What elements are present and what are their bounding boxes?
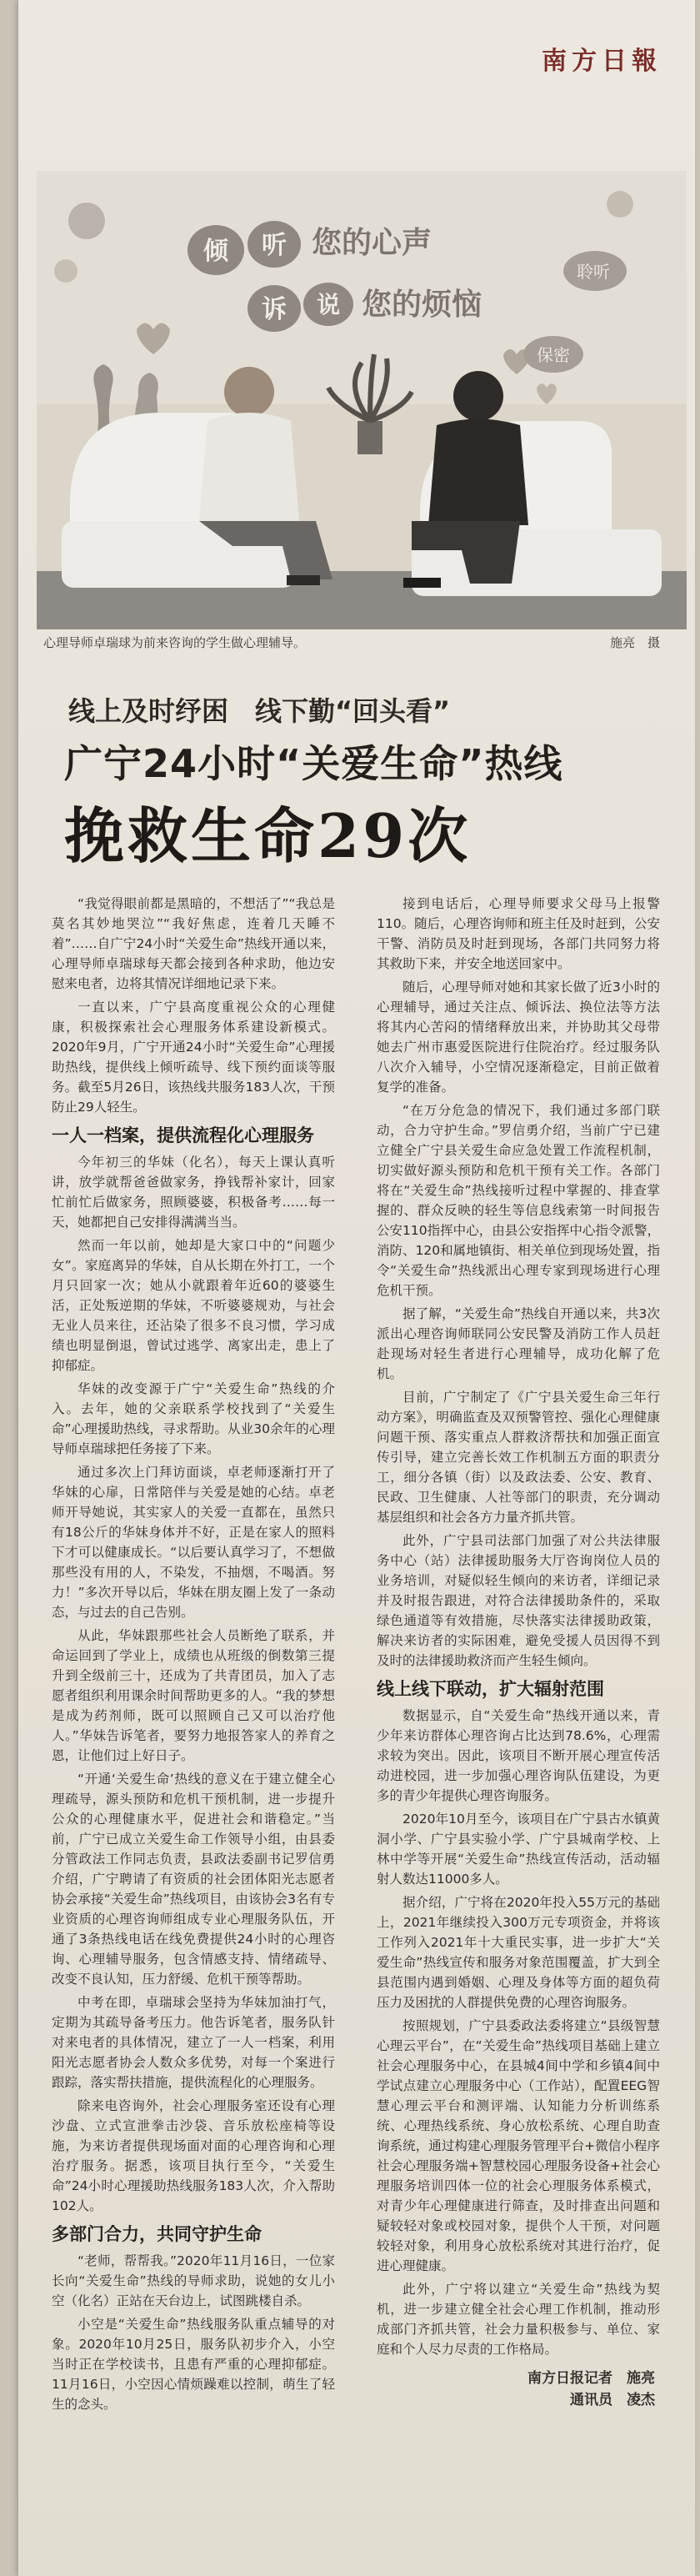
- section-heading: 一人一档案，提供流程化心理服务: [52, 1125, 314, 1145]
- news-photo: [37, 171, 687, 629]
- person-shirt: [199, 413, 299, 521]
- masthead: 南方日報: [542, 47, 662, 76]
- paragraph: 数据显示，自“关爱生命”热线开通以来，青少年来访群体心理咨询占比达到78.6%，心理需求较为突出。因此，该项目不断开展心理宣传活动进校园，进一步加强心理咨询队伍建设，为更多的青少年提供心理咨询服务。: [377, 1708, 660, 1803]
- wall-text: 您的心声: [312, 226, 432, 260]
- paragraph: “老师，帮帮我。”2020年11月16日，一位家长向“关爱生命”热线的导师求助，说她的女儿小空（化名）正站在天台边上，试图跳楼自杀。: [52, 2253, 335, 2308]
- byline-reporter: 南方日报记者 施亮: [528, 2370, 655, 2387]
- paragraph: “我觉得眼前都是黑暗的，不想活了”“我总是莫名其妙地哭泣”“我好焦虑，连着几天睡不着”……自广宁24小时“关爱生命”热线开通以来，心理导师卓瑞球每天都会接到各种求助，他边安慰来电者，边将其情况详细地记录下来。: [52, 896, 335, 991]
- paragraph: 接到电话后，心理导师要求父母马上报警110。随后，心理咨询师和班主任及时赶到，公安干警、消防员及时赶到现场，各部门共同努力将其救助下来，并安全地送回家中。: [377, 896, 660, 971]
- section-heading: 多部门合力，共同守护生命: [52, 2224, 262, 2244]
- balloon-icon: [54, 259, 78, 283]
- wall-badge-text: 保密: [537, 345, 570, 365]
- balloon-icon: [68, 203, 105, 239]
- byline-correspondent: 通讯员 凌杰: [570, 2392, 655, 2408]
- paragraph: 按照规划，广宁县委政法委将建立“县级智慧心理云平台”，在“关爱生命”热线项目基础上建立社会心理服务中心，在县城4间中学和乡镇4间中学试点建立心理服务中心（工作站），配置EEG智慧心理云平台和测评端、认知能力分析训练系统、心理热线系统、身心放松系统、心理自助查询系统，通过构建心理服务管理平台+微信小程序社会心理服务端+智慧校园心理服务设备+社会心理服务培训四体一位的社会心理服务体系模式，对青少年心理健康进行筛查，及时排查出问题和疑较轻对象或校园对象，提供个人干预，对问题较轻对象，利用身心放松系统对其进行治疗，促进心理健康。: [377, 2018, 660, 2273]
- headline-main-line-2: 挽救生命29次: [64, 800, 472, 871]
- caption-text: 心理导师卓瑞球为前来咨询的学生做心理辅导。: [43, 635, 307, 650]
- paragraph: 中考在即，卓瑞球会坚持为华妹加油打气，定期为其疏导备考压力。他告诉笔者，服务队针对来电者的具体情况，建立了一人一档案，利用阳光志愿者协会人数众多优势，对每一个案进行跟踪，落实帮扶措施，提供流程化的心理服务。: [52, 1995, 335, 2090]
- paragraph: 据了解，“关爱生命”热线自开通以来，共3次派出心理咨询师联同公安民警及消防工作人员赶赴现场对轻生者进行心理辅导，成功化解了危机。: [377, 1306, 660, 1381]
- wall-text: 倾: [203, 237, 228, 266]
- paragraph: 华妹的改变源于广宁“关爱生命”热线的介入。去年，她的父亲联系学校找到了“关爱生命”心理援助热线，寻求帮助。从业30余年的心理导师卓瑞球把任务接了下来。: [52, 1381, 335, 1456]
- wall-text: 听: [262, 231, 287, 260]
- paragraph: 除来电咨询外，社会心理服务室还设有心理沙盘、立式宣泄拳击沙袋、音乐放松座椅等设施，为来访者提供现场面对面的心理咨询和心理治疗服务。据悉，该项目执行至今，“关爱生命”24小时心理援助热线服务183人次，介入帮助102人。: [52, 2098, 335, 2213]
- paragraph: 2020年10月至今，该项目在广宁县古水镇黄洞小学、广宁县实验小学、广宁县城南学校、上林中学等开展“关爱生命”热线宣传活动，活动辐射人数达11000多人。: [377, 1812, 660, 1887]
- byline: [377, 2368, 660, 2411]
- paragraph: “在万分危急的情况下，我们通过多部门联动，合力守护生命。”罗信勇介绍，当前广宁已建立健全广宁县关爱生命应急处置工作流程机制，切实做好源头预防和危机干预有关工作。各部门将在“关爱生命”热线接听过程中掌握的、排查掌握的、群众反映的轻生等信息线索第一时间报告公安110指挥中心，由县公安指挥中心指令派警，消防、120和属地镇街、相关单位到现场处置，指令“关爱生命”热线派出心理专家到现场进行心理危机干预。: [377, 1103, 660, 1298]
- photo-caption: [43, 634, 677, 651]
- wall-text: 说: [317, 291, 341, 318]
- paragraph: “开通‘关爱生命’热线的意义在于建立健全心理疏导，源头预防和危机干预机制，进一步提升公众的心理健康水平，促进社会和谐稳定。”当前，广宁已成立关爱生命工作领导小组，由县委分管政法工作同志负责，县政法委副书记罗信勇介绍，广宁聘请了有资质的社会团体阳光志愿者协会承接“关爱生命”热线项目，由该协会3名有专业资质的心理咨询师组成专业心理服务队伍，开通了3条热线电话在线免费提供24小时的心理咨询、心理辅导服务，包含情感支持、情绪疏导、改变不良认知，压力舒缓、危机干预等帮助。: [52, 1772, 335, 1987]
- paragraph: 此外，广宁将以建立“关爱生命”热线为契机，进一步建立健全社会心理工作机制，推动形成部门齐抓共管，社会力量积极参与、单位、家庭和个人尽力尽责的工作格局。: [377, 2282, 660, 2357]
- person-head-icon: [224, 367, 274, 417]
- paragraph: 据介绍，广宁将在2020年投入55万元的基础上，2021年继续投入300万元专项资金，并将该工作列入2021年十大重民实事，进一步扩大“关爱生命”热线宣传和服务对象范围覆盖，扩大到全县范围内遇到婚姻、心理及身体等方面的超负荷压力及困扰的人群提供免费的心理咨询服务。: [377, 1895, 660, 2010]
- section-heading: 线上线下联动，扩大辐射范围: [377, 1679, 604, 1699]
- paragraph: 然而一年以前，她却是大家口中的“问题少女”。家庭离异的华妹，自从长期在外打工，一个月只回家一次；她从小就跟着年近60的婆婆生活，正处叛逆期的华妹，不听婆婆规劝，与社会无业人员来往，还沾染了很多不良习惯，学习成绩也明显倒退，曾试过逃学、离家出走，患上了抑郁症。: [52, 1238, 335, 1373]
- person-jacket: [428, 419, 528, 526]
- paragraph: 随后，心理导师对她和其家长做了近3小时的心理辅导，通过关注点、倾诉法、换位法等方法将其内心苦闷的情绪释放出来，并协助其父母带她去广州市惠爱医院进行住院治疗。经过服务队八次介入辅导，小空情况逐渐稳定，目前正做着复学的准备。: [377, 980, 660, 1095]
- article-column-left: [52, 894, 335, 2418]
- wall-text: 诉: [262, 295, 287, 324]
- person-shoe: [287, 575, 320, 585]
- photo-credit: 施亮 摄: [609, 635, 660, 650]
- person-shoe: [403, 578, 441, 588]
- person-head-icon: [453, 371, 503, 421]
- paragraph: 此外，广宁县司法部门加强了对公共法律服务中心（站）法律援助服务大厅咨询岗位人员的业务培训，对疑似轻生倾向的来访者，详细记录并及时报告跟进，对符合法律援助条件的，采取绿色通道等有效措施，尽快落实法律援助政策，解决来访者的实际困难，避免受援人员因得不到及时的法律援助救济而产生轻生倾向。: [377, 1533, 660, 1668]
- paragraph: 一直以来，广宁县高度重视公众的心理健康，积极探索社会心理服务体系建设新模式。2020年9月，广宁开通24小时“关爱生命”心理援助热线，提供线上倾听疏导、线下预约面谈等服务。截至5月26日，该热线共服务183人次，干预防止29人轻生。: [52, 1000, 335, 1115]
- plant-pot: [358, 421, 382, 454]
- headline-kicker: 线上及时纾困 线下勤“回头看”: [68, 695, 451, 727]
- balloon-icon: [607, 191, 633, 218]
- paragraph: 从此，华妹跟那些社会人员断绝了联系，并命运回到了学业上，成绩也从班级的倒数第三提升到全级前三十，还成为了共青团员，加入了志愿者组织利用课余时间帮助更多的人。“我的梦想是成为药剂师，既可以照顾自己又可以治疗他人。”华妹告诉笔者，要努力地报答家人的养育之恩，让他们过上好日子。: [52, 1628, 335, 1763]
- article-column-right: [377, 894, 660, 2411]
- paragraph: 今年初三的华妹（化名），每天上课认真听讲，放学就帮爸爸做家务，挣钱帮补家计，回家忙前忙后做家务，照顾婆婆，积极备考……每一天，她都把自己安排得满满当当。: [52, 1155, 335, 1230]
- photo-illustration: [37, 171, 687, 629]
- newspaper-page: [18, 0, 695, 2576]
- headline-main-line-1: 广宁24小时“关爱生命”热线: [64, 741, 563, 786]
- paragraph: 小空是“关爱生命”热线服务队重点辅导的对象。2020年10月25日，服务队初步介入，小空当时正在学校读书，且患有严重的心理抑郁症。11月16日，小空因心情烦躁难以控制，萌生了轻生的念头。: [52, 2317, 335, 2412]
- paragraph: 目前，广宁制定了《广宁县关爱生命三年行动方案》，明确监查及双预警管控、强化心理健康问题干预、落实重点人群救济帮扶和加强正面宣传引导，建立完善长效工作机制五方面的职责分工，细分各镇（街）以及政法委、公安、教育、民政、卫生健康、人社等部门的职责，充分调动基层组织和社会各方力量齐抓共管。: [377, 1390, 660, 1525]
- wall-text: 您的烦恼: [362, 288, 482, 322]
- paragraph: 通过多次上门拜访面谈，卓老师逐渐打开了华妹的心扉，日常陪伴与关爱是她的心结。卓老师开导她说，其实家人的关爱一直都在，虽然只有18公斤的华妹身体并不好，正是在家人的照料下才可以健康成长。“以后要认真学习了，不想做那些没有用的人，不染发，不抽烟，不喝酒。努力！”多次开导以后，华妹在朋友圈上发了一条动态，与过去的自己告别。: [52, 1465, 335, 1620]
- wall-badge-text: 聆听: [577, 262, 610, 282]
